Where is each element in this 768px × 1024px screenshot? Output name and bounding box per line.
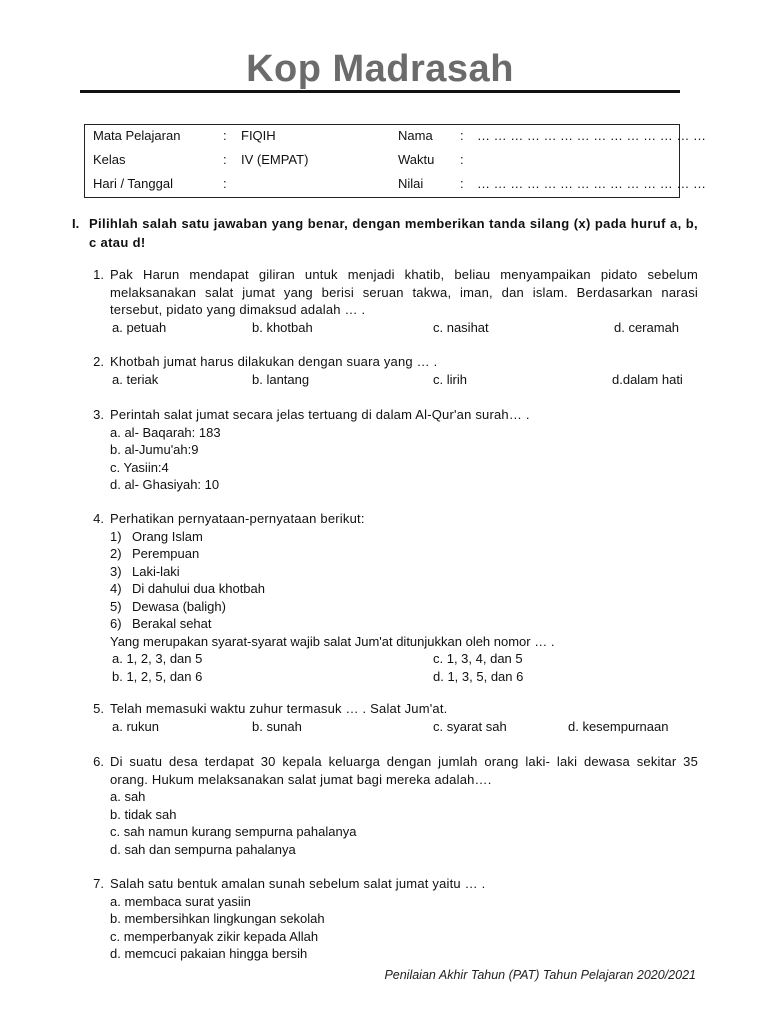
option-c[interactable]: c. nasihat — [433, 319, 489, 335]
nama-dots: … … … … … … … … … … … … … … — [477, 128, 706, 143]
mata-pelajaran-value: FIQIH — [241, 128, 276, 143]
colon: : — [223, 152, 227, 167]
mata-pelajaran-label: Mata Pelajaran — [93, 128, 181, 143]
option-d[interactable]: d.dalam hati — [612, 371, 683, 387]
question-stem: Perintah salat jumat secara jelas tertuang di dalam Al-Qur'an surah… . — [110, 407, 530, 422]
kop-title: Kop Madrasah — [246, 48, 514, 90]
option-a[interactable]: a. petuah — [112, 319, 167, 335]
kelas-value: IV (EMPAT) — [241, 152, 309, 167]
option-b[interactable]: b. sunah — [252, 718, 302, 734]
option-a[interactable]: a. al- Baqarah: 183 — [110, 424, 221, 440]
nilai-dots: … … … … … … … … … … … … … … — [477, 176, 706, 191]
question-2 — [82, 353, 698, 388]
question-4 — [82, 510, 698, 685]
option-a[interactable]: a. 1, 2, 3, dan 5 — [112, 651, 203, 666]
kelas-label: Kelas — [93, 152, 126, 167]
nama-label: Nama — [398, 128, 433, 143]
question-stem: Salah satu bentuk amalan sunah sebelum salat jumat yaitu … . — [110, 876, 486, 891]
colon: : — [460, 176, 464, 191]
statement-item: 3) Laki-laki — [110, 563, 180, 579]
option-c[interactable]: c. Yasiin:4 — [110, 459, 169, 475]
option-d[interactable]: d. memcuci pakaian hingga bersih — [110, 946, 308, 961]
option-b[interactable]: b. tidak sah — [110, 806, 177, 822]
question-stem: Khotbah jumat harus dilakukan dengan suara yang … . — [110, 354, 438, 369]
question-number: 6. — [93, 754, 104, 769]
option-a[interactable]: a. teriak — [112, 371, 159, 387]
info-row-hari — [85, 176, 706, 196]
question-number: 7. — [93, 876, 104, 891]
colon: : — [460, 128, 464, 143]
option-d[interactable]: d. kesempurnaan — [568, 718, 669, 734]
info-box — [84, 124, 706, 198]
waktu-label: Waktu — [398, 152, 435, 167]
question-number: 3. — [93, 407, 104, 422]
colon: : — [223, 128, 227, 143]
page-footer: Penilaian Akhir Tahun (PAT) Tahun Pelajaran 2020/2021 — [384, 968, 696, 982]
option-b[interactable]: b. al-Jumu'ah:9 — [110, 442, 199, 457]
option-a[interactable]: a. rukun — [112, 718, 159, 734]
option-a[interactable]: a. membaca surat yasiin — [110, 893, 251, 909]
question-stem: Pak Harun mendapat giliran untuk menjadi khatib, beliau menyampaikan pidato sebelum melaksanakan salat jumat yang berisi seruan takwa, iman, dan islam. Berdasarkan narasi tersebut, pidato yang dimaksud adalah … . — [110, 267, 698, 317]
instruction-text: Pilihlah salah satu jawaban yang benar, dengan memberikan tanda silang (x) pada huruf a, b, c atau d! — [89, 216, 698, 250]
info-row-mata-pelajaran — [85, 128, 706, 148]
question-prompt: Yang merupakan syarat-syarat wajib salat Jum'at ditunjukkan oleh nomor … . — [110, 633, 555, 649]
question-stem: Perhatikan pernyataan-pernyataan berikut: — [110, 511, 365, 526]
question-stem: Telah memasuki waktu zuhur termasuk … . Salat Jum'at. — [110, 701, 448, 716]
info-row-kelas — [85, 152, 679, 172]
colon: : — [223, 176, 227, 191]
statement-item: 2) Perempuan — [110, 546, 200, 561]
question-3 — [82, 406, 698, 494]
section-number: I. — [72, 216, 80, 231]
option-c[interactable]: c. sah namun kurang sempurna pahalanya — [110, 824, 357, 839]
question-number: 1. — [93, 267, 104, 282]
option-a[interactable]: a. sah — [110, 789, 146, 804]
nilai-label: Nilai — [398, 176, 424, 191]
kop-divider — [80, 90, 680, 93]
question-number: 2. — [93, 354, 104, 369]
option-b[interactable]: b. membersihkan lingkungan sekolah — [110, 911, 325, 926]
option-c[interactable]: c. 1, 3, 4, dan 5 — [433, 651, 523, 666]
option-d[interactable]: d. ceramah — [614, 319, 680, 335]
statement-item: 1) Orang Islam — [110, 528, 203, 544]
option-d[interactable]: d. al- Ghasiyah: 10 — [110, 477, 220, 492]
option-d[interactable]: d. 1, 3, 5, dan 6 — [433, 668, 524, 684]
question-1 — [82, 266, 698, 336]
option-d[interactable]: d. sah dan sempurna pahalanya — [110, 841, 296, 857]
option-b[interactable]: b. lantang — [252, 371, 310, 387]
statement-item: 5) Dewasa (baligh) — [110, 598, 226, 614]
hari-tanggal-label: Hari / Tanggal — [93, 176, 173, 191]
option-b[interactable]: b. khotbah — [252, 319, 313, 335]
question-7 — [82, 875, 698, 963]
question-6 — [82, 753, 698, 858]
option-c[interactable]: c. syarat sah — [433, 718, 507, 734]
question-number: 4. — [93, 511, 104, 526]
section-instruction — [72, 214, 698, 252]
option-c[interactable]: c. memperbanyak zikir kepada Allah — [110, 928, 319, 944]
question-5 — [82, 700, 698, 735]
option-b[interactable]: b. 1, 2, 5, dan 6 — [112, 668, 203, 684]
question-stem: Di suatu desa terdapat 30 kepala keluarga dengan jumlah orang laki- laki dewasa sekitar 35 orang. Hukum melaksanakan salat jumat bagi mereka adalah…. — [110, 754, 698, 787]
statement-item: 4) Di dahului dua khotbah — [110, 581, 265, 596]
statement-item: 6) Berakal sehat — [110, 616, 212, 631]
option-c[interactable]: c. lirih — [433, 371, 467, 387]
colon: : — [460, 152, 464, 167]
question-number: 5. — [93, 701, 104, 716]
